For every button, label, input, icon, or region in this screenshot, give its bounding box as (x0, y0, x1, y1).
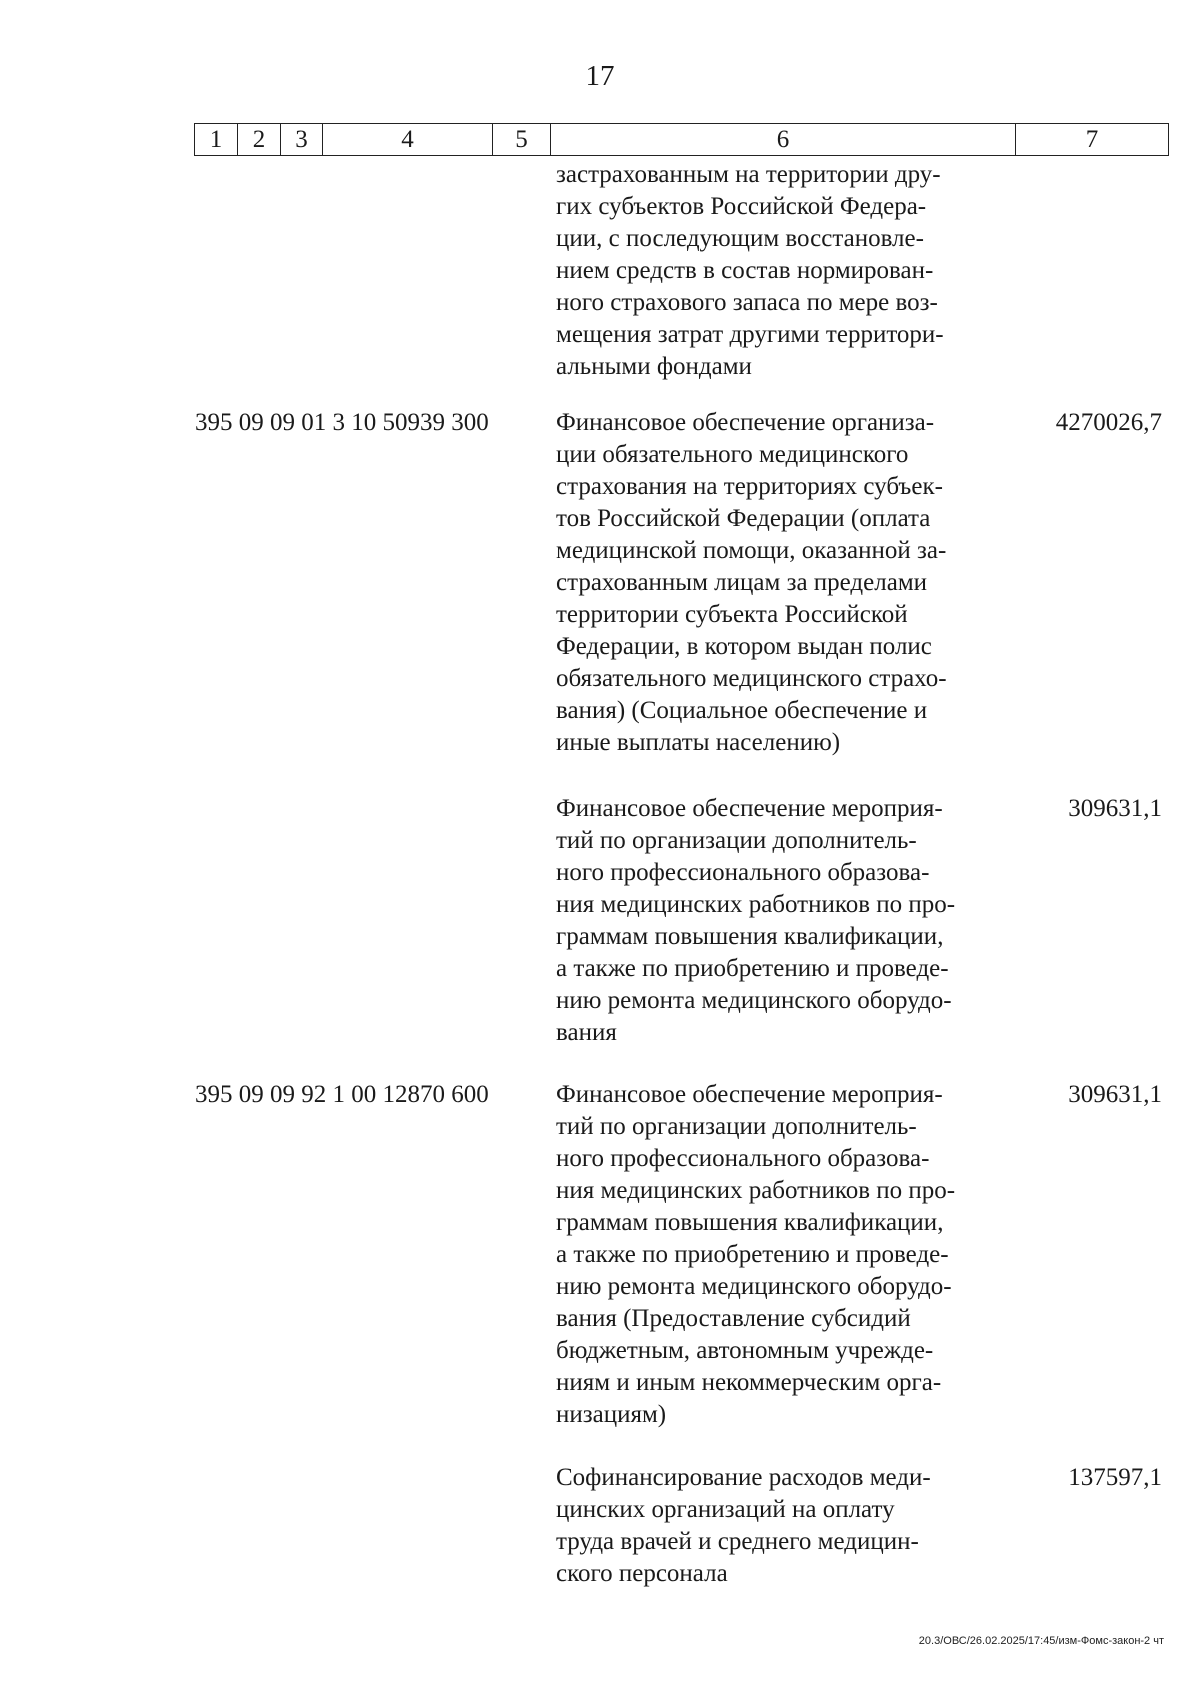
row-description: Софинансирование расходов меди- цинских организаций на оплату труда врачей и среднего медицин- ского персонала (556, 1464, 931, 1587)
page-number: 17 (585, 60, 615, 92)
header-col-3: 3 (281, 124, 323, 155)
row-description: Финансовое обеспечение мероприя- тий по организации дополнитель- ного профессионального образова- ния медицинских работников по про- граммам повышения квалификации, а также по приобретению и проведе- нию ремонта медицинского оборудо- вания (Предоставление субсидий бюджетным, автономным учрежде- ниям и иным некоммерческим орга- низациям) (556, 1081, 956, 1428)
header-col-1: 1 (195, 124, 238, 155)
header-col-6: 6 (551, 124, 1016, 155)
row-code: 395 09 09 01 3 10 50939 300 (195, 409, 489, 436)
table-header (194, 123, 1169, 156)
row-amount: 309631,1 (1068, 795, 1162, 822)
header-col-7: 7 (1085, 126, 1099, 153)
header-col-5: 5 (493, 124, 551, 155)
footer-stamp: 20.3/ОВС/26.02.2025/17:45/изм-Фомс-закон-2 чт (918, 1635, 1164, 1647)
row-description: Финансовое обеспечение организа- ции обязательного медицинского страхования на территориях субъек- тов Российской Федерации (оплата медицинской помощи, оказанной за- страхованным лицам за пределами территории субъекта Российской Федерации, в котором выдан полис обязательного медицинского страхо- вания) (Социальное обеспечение и иные выплаты населению) (556, 409, 947, 756)
header-col-2: 2 (238, 124, 281, 155)
row-description: застрахованным на территории дру- гих субъектов Российской Федера- ции, с последующим восстановле- нием средств в состав нормирован- ного страхового запаса по мере воз- мещения затрат другими территори- альными фондами (556, 161, 944, 380)
row-description: Финансовое обеспечение мероприя- тий по организации дополнитель- ного профессионального образова- ния медицинских работников по про- граммам повышения квалификации, а также по приобретению и проведе- нию ремонта медицинского оборудо- вания (556, 795, 956, 1046)
row-amount: 309631,1 (1068, 1081, 1162, 1108)
row-amount: 4270026,7 (1055, 409, 1162, 436)
row-amount: 137597,1 (1068, 1464, 1162, 1491)
row-code: 395 09 09 92 1 00 12870 600 (195, 1081, 489, 1108)
header-col-4: 4 (323, 124, 493, 155)
